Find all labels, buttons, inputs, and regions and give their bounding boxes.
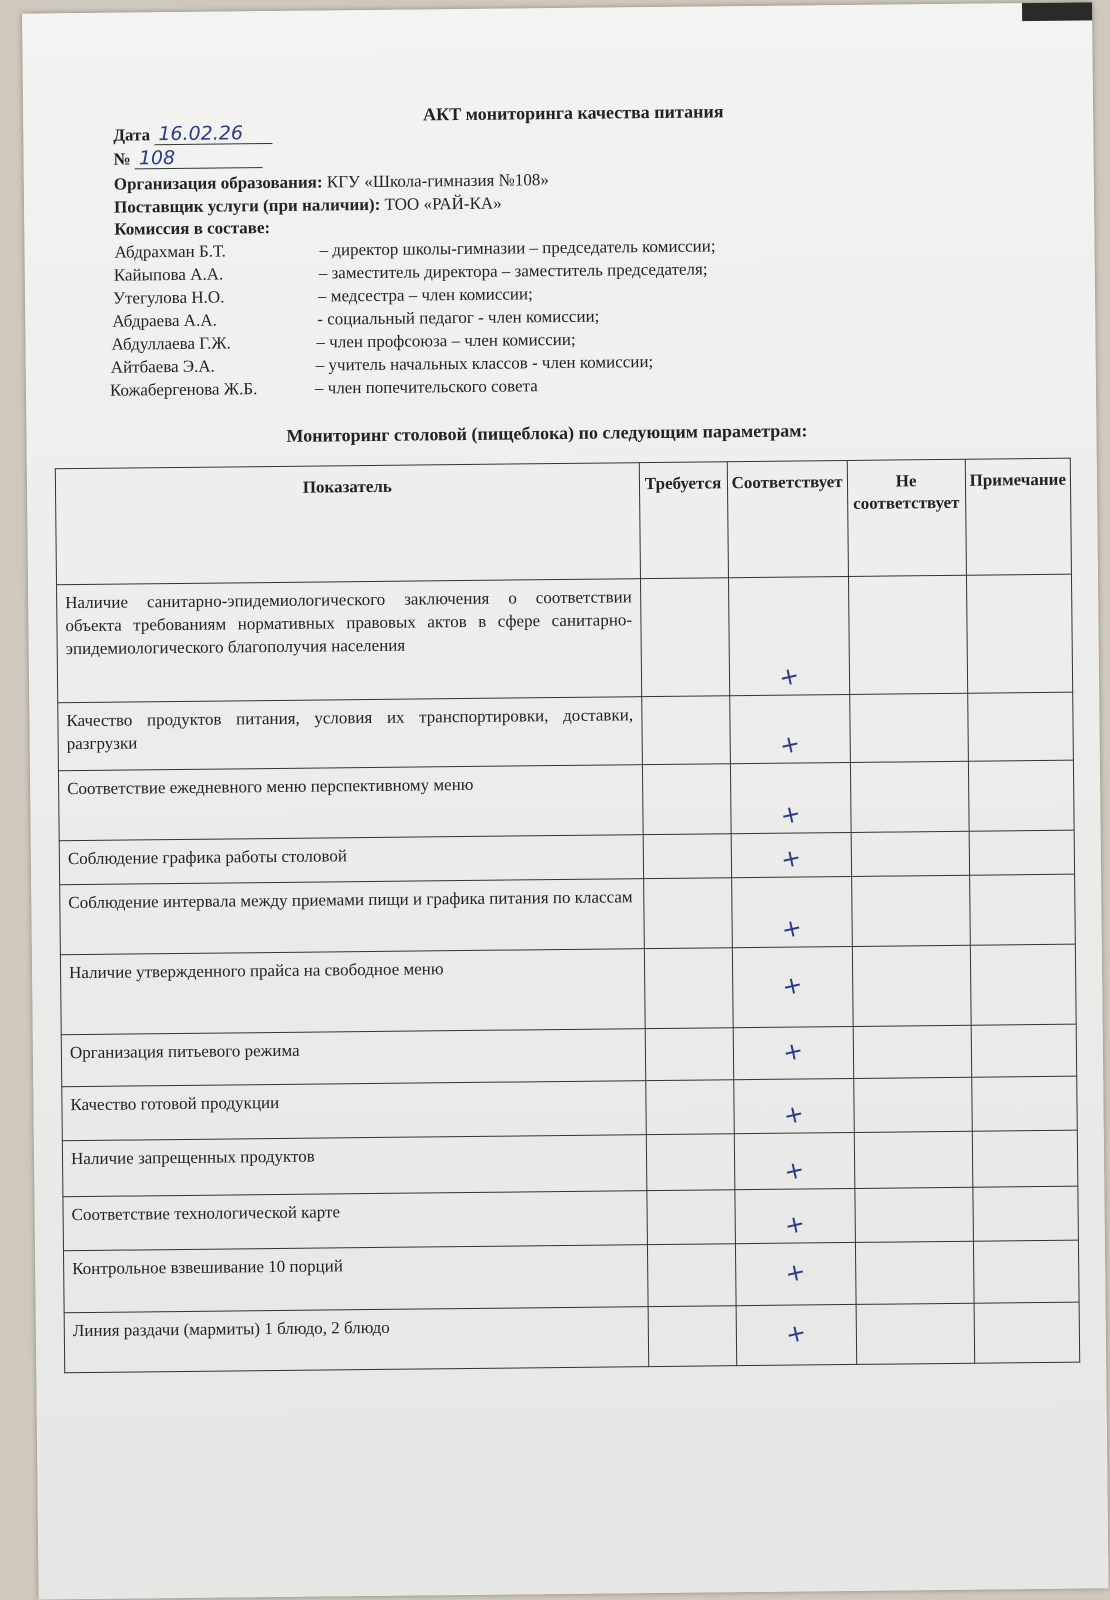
header-required: Требуется: [639, 462, 728, 579]
commission-label: Комиссия в составе:: [114, 218, 271, 239]
required-cell: [647, 1244, 736, 1307]
organization-line: [114, 170, 549, 195]
dark-corner: [1022, 2, 1092, 21]
not-complies-cell: [853, 1077, 972, 1132]
commission-member: [114, 236, 715, 262]
table-header-row: [55, 458, 1071, 585]
indicator-cell: Наличие утвержденного прайса на свободное меню: [60, 949, 644, 1035]
document-title: АКТ мониторинга качества питания: [423, 101, 724, 125]
complies-cell: [728, 576, 849, 695]
header-indicator: Показатель: [55, 463, 640, 585]
complies-cell: [731, 832, 852, 877]
header-not-complies: Не соответствует: [847, 459, 966, 576]
indicator-cell: Наличие санитарно-эпидемиологического заключения о соответствии объекта требованиям нормативных правовых актов в сфере санитарно-эпидемиологического благополучия населения: [57, 579, 642, 703]
complies-cell: [733, 1078, 854, 1133]
date-value: 16.02.26: [154, 123, 272, 145]
required-cell: [648, 1306, 737, 1367]
note-cell: [972, 1186, 1078, 1241]
indicator-cell: Наличие запрещенных продуктов: [62, 1135, 646, 1197]
required-cell: [641, 696, 730, 765]
check-mark: +: [783, 1317, 809, 1350]
commission-member: [112, 307, 599, 332]
indicator-cell: Соблюдение интервала между приемами пищи и графика питания по классам: [60, 879, 644, 955]
check-mark: +: [776, 660, 802, 693]
section-subtitle: Мониторинг столовой (пищеблока) по следующим параметрам:: [286, 420, 808, 446]
table-row: [60, 874, 1076, 955]
not-complies-cell: [851, 831, 969, 876]
member-role: - социальный педагог - член комиссии;: [317, 306, 600, 329]
member-role: – заместитель директора – заместитель председателя;: [318, 259, 708, 283]
member-role: – член попечительского совета: [314, 376, 538, 398]
member-name: Утегулова Н.О.: [112, 287, 225, 308]
check-mark: +: [776, 728, 803, 761]
note-cell: [972, 1130, 1078, 1187]
table-row: [63, 1240, 1079, 1313]
not-complies-cell: [854, 1131, 973, 1188]
table-row: [58, 760, 1074, 841]
supplier-value: ТОО «РАЙ-КА»: [384, 193, 502, 214]
note-cell: [966, 574, 1073, 693]
supplier-label: Поставщик услуги (при наличии):: [113, 194, 381, 217]
required-cell: [642, 764, 731, 835]
check-mark: +: [777, 798, 804, 831]
note-cell: [969, 830, 1075, 875]
complies-cell: [731, 876, 852, 947]
commission-member: [113, 284, 533, 308]
indicator-cell: Соблюдение графика работы столовой: [59, 835, 643, 885]
not-complies-cell: [856, 1303, 975, 1364]
supplier-line: [114, 194, 502, 218]
complies-cell: [736, 1304, 857, 1365]
member-name: Кожабергенова Ж.Б.: [109, 379, 258, 400]
member-name: Айтбаева Э.А.: [110, 356, 215, 377]
note-cell: [971, 1024, 1077, 1077]
table-row: [58, 692, 1074, 771]
note-cell: [969, 874, 1075, 945]
indicator-cell: Контрольное взвешивание 10 порций: [63, 1245, 647, 1313]
note-cell: [968, 760, 1074, 831]
complies-cell: [733, 1026, 854, 1079]
complies-cell: [730, 762, 851, 833]
check-mark: +: [781, 1154, 808, 1187]
member-name: Абдрахман Б.Т.: [114, 241, 226, 262]
complies-cell: [732, 946, 853, 1027]
check-mark: +: [778, 842, 804, 875]
indicator-cell: Соответствие технологической карте: [63, 1191, 647, 1251]
commission-member: [111, 352, 654, 378]
complies-cell: [734, 1188, 855, 1243]
member-name: Абдраева А.А.: [112, 310, 217, 331]
not-complies-cell: [849, 693, 968, 762]
indicator-cell: Соответствие ежедневного меню перспективному меню: [58, 765, 642, 841]
date-label: Дата: [113, 125, 151, 145]
note-cell: [970, 944, 1076, 1025]
commission-member: [111, 330, 575, 355]
not-complies-cell: [848, 575, 967, 694]
note-cell: [967, 692, 1073, 761]
commission-member: [110, 376, 538, 400]
required-cell: [643, 834, 731, 879]
required-cell: [644, 948, 733, 1029]
required-cell: [646, 1190, 735, 1245]
required-cell: [640, 578, 729, 697]
not-complies-cell: [855, 1187, 974, 1242]
not-complies-cell: [850, 761, 969, 832]
table-row: [60, 944, 1076, 1035]
number-line: [113, 147, 263, 170]
check-mark: +: [782, 1256, 809, 1289]
check-mark: +: [780, 1035, 806, 1068]
indicator-cell: Качество продуктов питания, условия их транспортировки, доставки, разгрузки: [58, 697, 642, 771]
required-cell: [646, 1134, 735, 1191]
indicator-cell: Качество готовой продукции: [62, 1081, 646, 1141]
header-complies: Соответствует: [727, 460, 848, 577]
note-cell: [971, 1076, 1077, 1131]
note-cell: [973, 1240, 1079, 1303]
member-role: – учитель начальных классов - член комиссии;: [315, 352, 654, 375]
number-label: №: [113, 149, 131, 169]
org-value: КГУ «Школа-гимназия №108»: [326, 170, 549, 192]
check-mark: +: [780, 1098, 807, 1131]
member-role: – медсестра – член комиссии;: [317, 284, 533, 306]
complies-cell: [735, 1242, 856, 1305]
not-complies-cell: [853, 1025, 971, 1078]
check-mark: +: [781, 1208, 808, 1241]
table-row: [57, 574, 1073, 703]
indicator-cell: Линия раздачи (мармиты) 1 блюдо, 2 блюдо: [64, 1307, 648, 1373]
check-mark: +: [778, 912, 805, 945]
org-label: Организация образования:: [113, 172, 323, 194]
check-mark: +: [779, 969, 806, 1002]
required-cell: [645, 1080, 734, 1135]
member-role: – директор школы-гимназии – председатель комиссии;: [319, 236, 716, 260]
member-name: Абдуллаева Г.Ж.: [111, 333, 231, 354]
complies-cell: [734, 1132, 855, 1189]
not-complies-cell: [855, 1241, 974, 1304]
document-sheet: [22, 2, 1109, 1599]
commission-member: [114, 259, 708, 285]
not-complies-cell: [851, 875, 970, 946]
indicator-cell: Организация питьевого режима: [61, 1029, 645, 1087]
member-role: – член профсоюза – член комиссии;: [316, 329, 576, 352]
required-cell: [645, 1028, 733, 1081]
monitoring-table: [55, 458, 1080, 1374]
not-complies-cell: [852, 945, 971, 1026]
note-cell: [974, 1302, 1080, 1363]
complies-cell: [729, 694, 850, 763]
member-name: Кайыпова А.А.: [113, 264, 224, 285]
number-value: 108: [135, 147, 263, 169]
date-line: [113, 123, 272, 146]
table-row: [64, 1302, 1080, 1373]
header-note: Примечание: [965, 458, 1072, 575]
required-cell: [643, 878, 732, 949]
